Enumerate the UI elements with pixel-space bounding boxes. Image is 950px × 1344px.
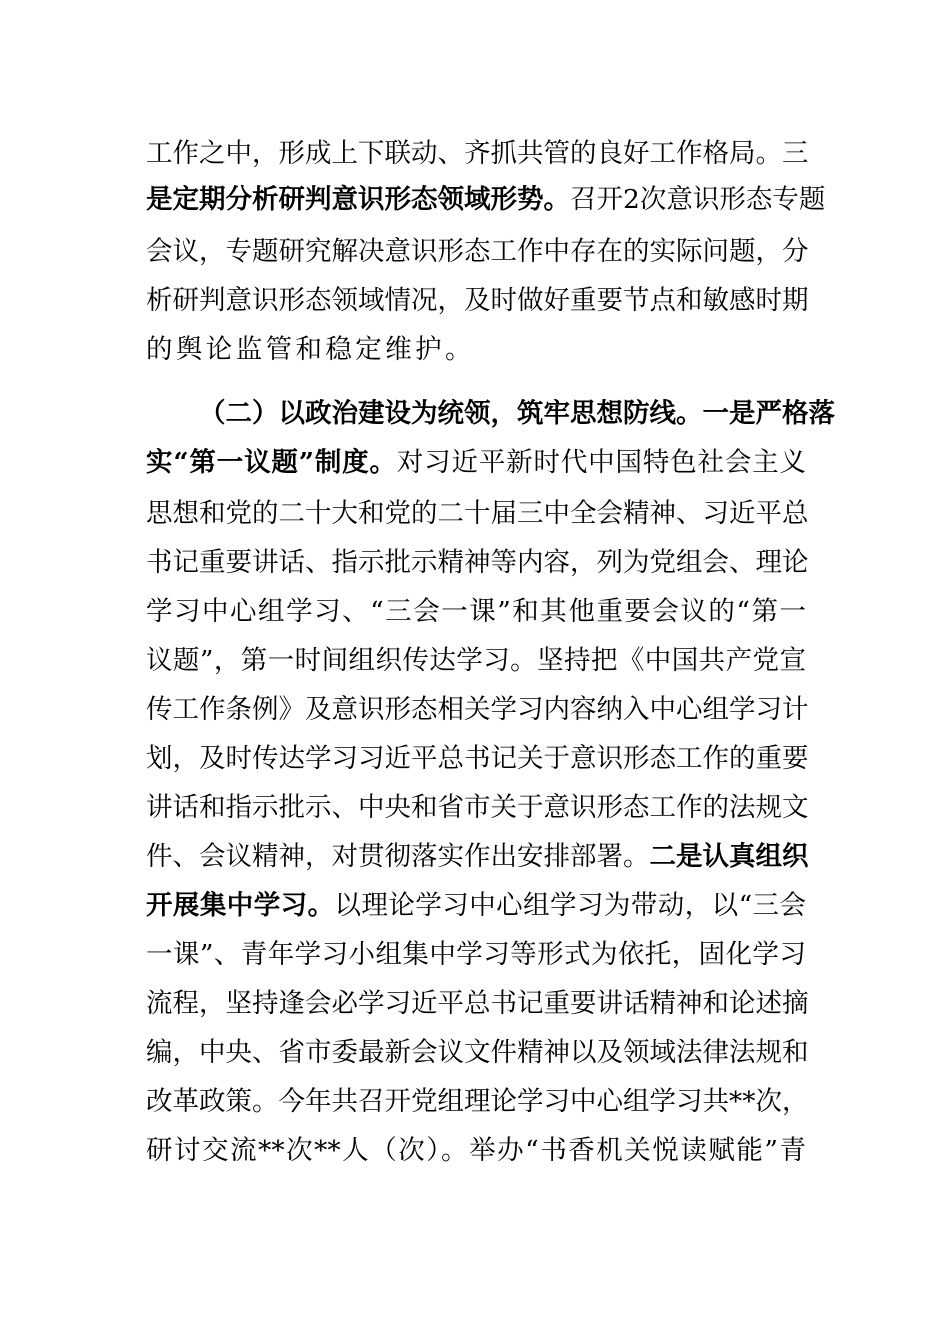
- text-line: 实“第一议题”制度。对习近平新时代中国特色社会主义: [146, 447, 806, 478]
- text-line: 析研判意识形态领域情况，及时做好重要节点和敏感时期: [146, 285, 809, 316]
- text-line: 学习中心组学习、“三会一课”和其他重要会议的“第一: [146, 596, 806, 627]
- text-line: 议题”，第一时间组织传达学习。坚持把《中国共产党宣: [146, 645, 806, 676]
- text-line: 是定期分析研判意识形态领域形势。召开2次意识形态专题: [146, 184, 826, 215]
- text-line: 改革政策。今年共召开党组理论学习中心组学习共**次，: [146, 1086, 809, 1117]
- bold-heading-text: 是定期分析研判意识形态领域形势。: [146, 184, 570, 215]
- text-line: 划，及时传达学习习近平总书记关于意识形态工作的重要: [146, 743, 809, 774]
- bold-heading-text: 二是认真组织: [649, 841, 809, 872]
- text-line: 件、会议精神，对贯彻落实作出安排部署。二是认真组织: [146, 841, 809, 872]
- text-line: [199, 394, 835, 434]
- text-line: 工作之中，形成上下联动、齐抓共管的良好工作格局。三: [146, 138, 809, 169]
- text-line: 会议，专题研究解决意识形态工作中存在的实际问题，分: [146, 236, 809, 267]
- text-line: 开展集中学习。以理论学习中心组学习为带动，以“三会: [146, 890, 806, 921]
- section-heading: （二）以政治建设为统领，筑牢思想防线。一是严格落: [199, 398, 835, 429]
- text-line: 一课”、青年学习小组集中学习等形式为依托，固化学习: [146, 939, 806, 970]
- text-line: 讲话和指示批示、中央和省市关于意识形态工作的法规文: [146, 792, 809, 823]
- text-line: 研讨交流**次**人（次）。举办“书香机关悦读赋能”青: [146, 1135, 806, 1166]
- bold-heading-text: 开展集中学习。: [146, 890, 335, 921]
- text-line: 编，中央、省市委最新会议文件精神以及领域法律法规和: [146, 1037, 809, 1068]
- text-line: 书记重要讲话、指示批示精神等内容，列为党组会、理论: [146, 547, 809, 578]
- text-line: 流程，坚持逢会必学习近平总书记重要讲话精神和论述摘: [146, 988, 809, 1019]
- text-line: 传工作条例》及意识形态相关学习内容纳入中心组学习计: [146, 694, 809, 725]
- text-line: 的舆论监管和稳定维护。: [146, 334, 475, 365]
- bold-heading-text: 实“第一议题”制度。: [146, 447, 397, 478]
- text-line: 思想和党的二十大和党的二十届三中全会精神、习近平总: [146, 498, 809, 529]
